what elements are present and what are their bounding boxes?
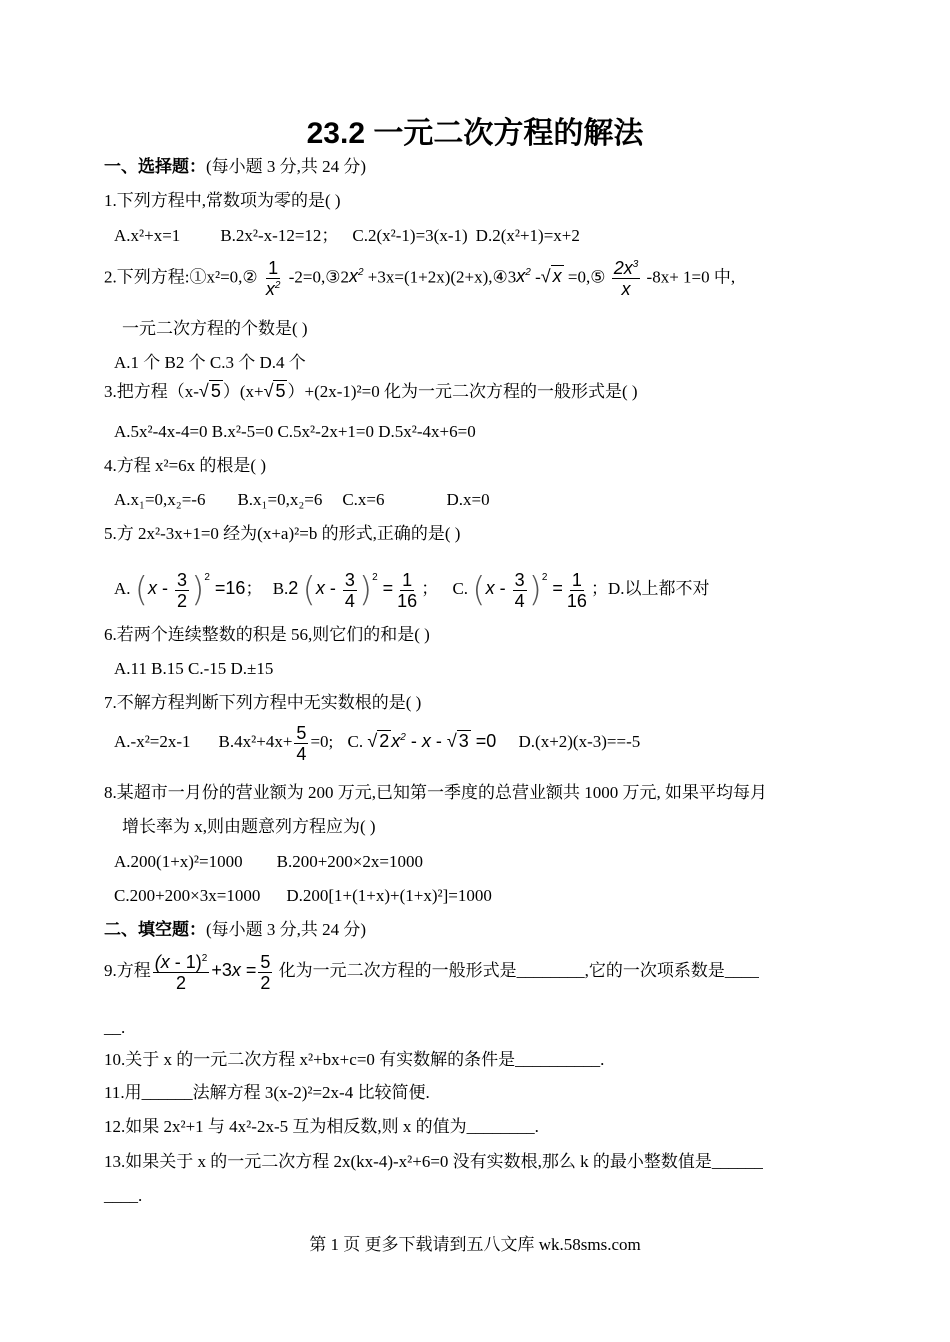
question-8-options-cd: C.200+200×3x=1000 D.200[1+(1+x)+(1+x)²]=1000	[114, 886, 492, 905]
question-5-options: A. (x - $\frac{3}{2}$ )$^2$ =16； B.2 (x - $\frac{3}{4}$ )$^2$ = $\frac{1}{16}$ ； C. (x - $\frac{3}{4}$ )$^2$ = $\frac{1}{16}$ ；D.以上都不对	[114, 569, 710, 611]
question-10: 10.关于 x 的一元二次方程 x²+bx+c=0 有实数解的条件是__________.	[104, 1050, 605, 1069]
question-1-options	[114, 225, 580, 247]
q1-option-d: D.2(x²+1)=x+2	[475, 226, 580, 245]
question-11: 11.用______法解方程 3(x-2)²=2x-4 比较简便.	[104, 1083, 430, 1102]
question-13-stem: 13.如果关于 x 的一元二次方程 2x(kx-4)-x²+6=0 没有实数根,那么 k 的最小整数值是______	[104, 1152, 763, 1171]
question-3-stem: 3.把方程（x-√ 5 ）(x+√ 5 ）+(2x-1)²=0 化为一元二次方程的一般形式是( )	[104, 381, 638, 401]
question-7-options: A.-x²=2x-1 B.4x²+4x+ $\frac{5}{4}$ =0; C. √ 2 $x^2$ - x - √ 3 =0 D.(x+2)(x-3)==-5	[114, 722, 641, 764]
question-4-stem: 4.方程 x²=6x 的根是( )	[104, 456, 267, 475]
q1-option-a: A.x²+x=1	[114, 226, 181, 245]
sqrt-5-b: √ 5	[263, 381, 286, 401]
question-9-cont: __.	[104, 1018, 126, 1037]
question-2-options: A.1 个 B2 个 C.3 个 D.4 个	[114, 353, 306, 372]
question-2-stem: 2.下列方程:①x²=0,② $\frac{1}{x^2}$ $-2=0,③2x^2$ $+3x=(1+2x)(2+x),④3x^2$ -√ x =0,⑤ $\frac{2x^3}{x}$ -8x+ 1=0 中,	[104, 258, 736, 299]
question-5-stem: 5.方 2x²-3x+1=0 经为(x+a)²=b 的形式,正确的是( )	[104, 524, 461, 543]
section-heading-choice: 一、选择题：(每小题 3 分,共 24 分)	[104, 157, 367, 176]
question-13-cont: ____.	[104, 1186, 143, 1205]
question-6-stem: 6.若两个连续整数的积是 56,则它们的和是( )	[104, 625, 430, 644]
question-7-stem: 7.不解方程判断下列方程中无实数根的是( )	[104, 693, 422, 712]
question-1-stem: 1.下列方程中,常数项为零的是( )	[104, 191, 341, 210]
question-6-options: A.11 B.15 C.-15 D.±15	[114, 659, 274, 678]
question-8-stem: 8.某超市一月份的营业额为 200 万元,已知第一季度的总营业额共 1000 万元, 如果平均每月	[104, 783, 767, 802]
fraction-1-over-x2: $\frac{1}{x^2}$	[265, 258, 281, 299]
page-title: 23.2 一元二次方程的解法	[306, 117, 644, 150]
fraction-2x3-over-x: $\frac{2x^3}{x}$	[613, 258, 639, 299]
question-4-options: A.x₁=0,x₂=-6 B.x₁=0,x₂=6 C.x=6 D.x=0	[114, 490, 490, 509]
sqrt-x: √ x	[540, 266, 562, 287]
sqrt-5-a: √ 5	[198, 381, 221, 401]
question-8-cont: 增长率为 x,则由题意列方程应为( )	[122, 817, 376, 836]
page-footer: 第 1 页 更多下载请到五八文库 wk.58sms.com	[309, 1235, 641, 1254]
question-9-stem: 9.方程 $\frac{(x - 1)^2}{2}$ +3x = $\frac{5}{2}$ 化为一元二次方程的一般形式是________,它的一次项系数是____	[104, 951, 759, 993]
question-12: 12.如果 2x²+1 与 4x²-2x-5 互为相反数,则 x 的值为________.	[104, 1117, 539, 1136]
q1-option-c: C.2(x²-1)=3(x-1)	[352, 226, 468, 245]
section-heading-fill: 二、填空题：(每小题 3 分,共 24 分)	[104, 920, 367, 939]
question-8-options-ab: A.200(1+x)²=1000 B.200+200×2x=1000	[114, 852, 423, 871]
question-2-cont: 一元二次方程的个数是( )	[122, 319, 308, 338]
question-3-options: A.5x²-4x-4=0 B.x²-5=0 C.5x²-2x+1=0 D.5x²-4x+6=0	[114, 422, 476, 441]
q1-option-b: B.2x²-x-12=12；	[220, 226, 339, 245]
